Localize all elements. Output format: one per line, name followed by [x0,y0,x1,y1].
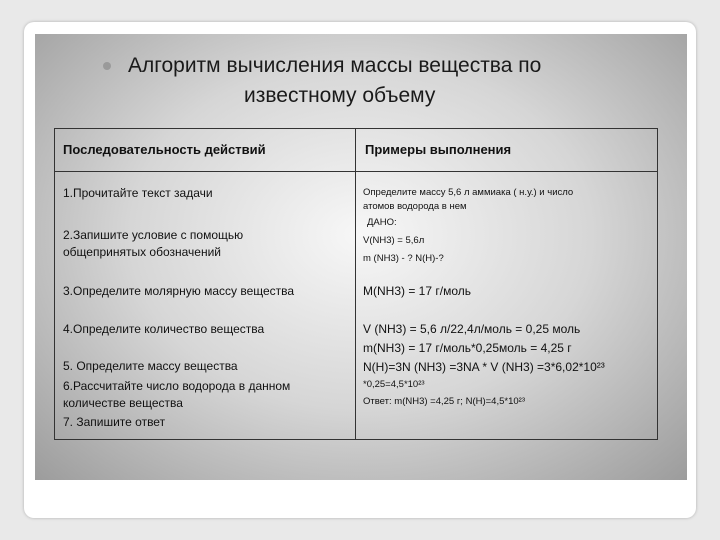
example-task-line-2: атомов водорода в нем [363,201,467,212]
header-divider [55,171,657,172]
bottom-strip [35,480,687,510]
step-6-line-2: количестве вещества [63,396,183,410]
example-volume: V(NH3) = 5,6л [363,235,425,246]
algorithm-table [54,128,658,440]
step-3: 3.Определите молярную массу вещества [63,284,295,298]
example-molar-mass: M(NH3) = 17 г/моль [363,284,471,298]
step-4: 4.Определите количество вещества [63,322,265,336]
step-5: 5. Определите массу вещества [63,359,238,373]
title-line-1: Алгоритм вычисления массы вещества по [128,54,542,77]
example-hydrogen-result: *0,25=4,5*10²³ [363,379,425,390]
step-1: 1.Прочитайте текст задачи [63,186,213,200]
step-6-line-1: 6.Рассчитайте число водорода в данном [63,379,291,393]
step-2-line-1: 2.Запишите условие с помощью [63,228,244,242]
column-divider [355,129,356,439]
example-given: ДАНО: [367,217,397,228]
example-task-line-1: Определите массу 5,6 л аммиака ( н.у.) и число [363,187,574,198]
bullet-icon [103,62,111,70]
example-unknowns: m (NH3) - ? N(H)-? [363,253,444,264]
header-examples: Примеры выполнения [365,142,512,157]
step-7: 7. Запишите ответ [63,415,166,429]
header-steps: Последовательность действий [63,142,266,157]
example-amount: V (NH3) = 5,6 л/22,4л/моль = 0,25 моль [363,322,581,336]
example-mass: m(NH3) = 17 г/моль*0,25моль = 4,25 г [363,341,572,355]
step-2-line-2: общепринятых обозначений [63,245,221,259]
example-answer: Ответ: m(NH3) =4,25 г; N(H)=4,5*10²³ [363,396,525,407]
example-hydrogen: N(H)=3N (NH3) =3NA * V (NH3) =3*6,02*10²³ [363,360,605,374]
title-line-2: известному объему [244,84,436,107]
